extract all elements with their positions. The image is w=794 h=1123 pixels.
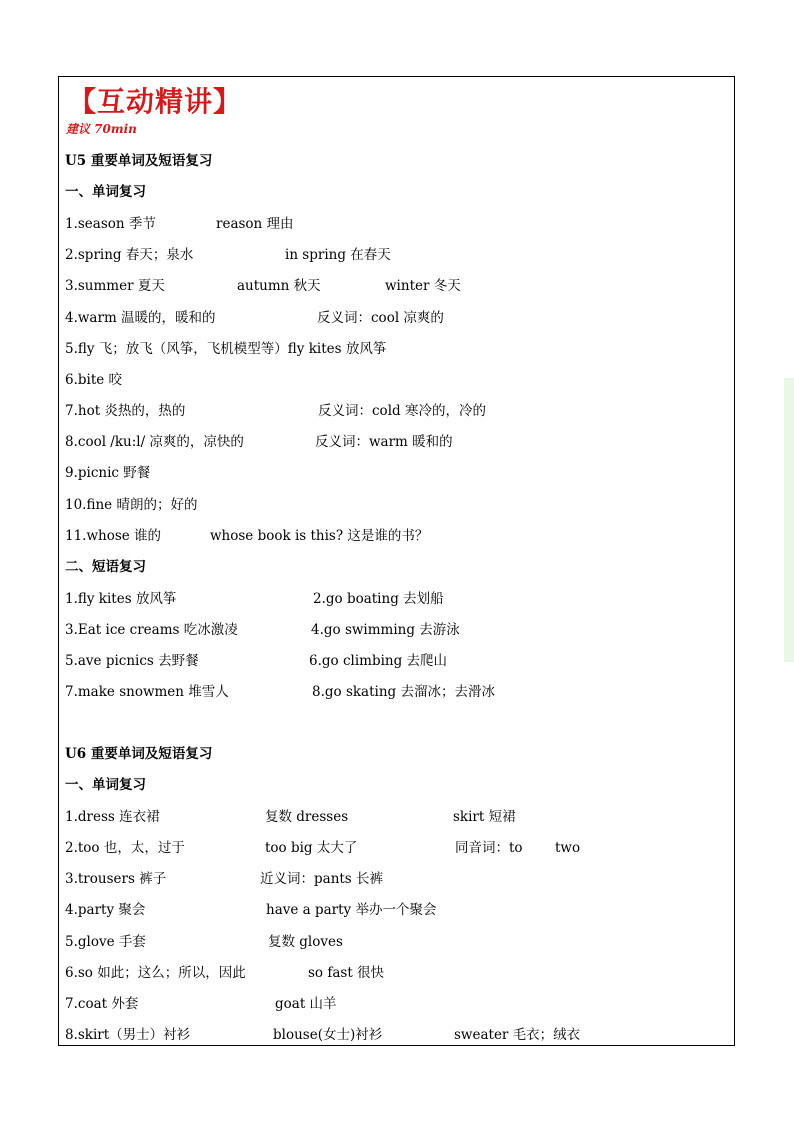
word-entry: 同音词：to [455, 840, 523, 856]
word-entry: 4.warm 温暖的，暖和的 [65, 310, 216, 326]
phrase-entry: 2.go boating 去划船 [313, 591, 444, 607]
phrase-entry: 5.ave picnics 去野餐 [65, 653, 199, 669]
word-entry: 9.picnic 野餐 [65, 465, 151, 481]
word-entry: in spring 在春天 [285, 247, 391, 263]
word-entry: reason 理由 [216, 216, 294, 232]
phrase-entry: 4.go swimming 去游泳 [311, 622, 460, 638]
word-entry: 反义词：cool 凉爽的 [317, 310, 444, 326]
word-entry: 4.party 聚会 [65, 902, 146, 918]
phrase-entry: 8.go skating 去溜冰；去滑冰 [312, 684, 495, 700]
word-entry: 2.spring 春天；泉水 [65, 247, 194, 263]
word-entry: 3.summer 夏天 [65, 278, 165, 294]
word-entry: 6.bite 咬 [65, 372, 123, 388]
word-entry: have a party 举办一个聚会 [266, 902, 437, 918]
word-entry: 近义词：pants 长裤 [260, 871, 384, 887]
word-entry: 6.so 如此；这么；所以，因此 [65, 965, 246, 981]
word-entry: 1.season 季节 [65, 216, 156, 232]
u5-heading: U5 重要单词及短语复习 [65, 153, 213, 169]
word-entry: so fast 很快 [308, 965, 385, 981]
word-entry: 反义词：cold 寒冷的，冷的 [318, 403, 486, 419]
word-entry: winter 冬天 [385, 278, 461, 294]
u5-words-heading: 一、单词复习 [65, 184, 146, 200]
word-entry: 8.cool /ku:l/ 凉爽的，凉快的 [65, 434, 244, 450]
word-entry: 11.whose 谁的 [65, 528, 162, 544]
word-entry: whose book is this? 这是谁的书？ [210, 528, 429, 544]
word-entry: skirt 短裙 [453, 809, 516, 825]
word-entry: goat 山羊 [275, 996, 337, 1012]
phrase-entry: 1.fly kites 放风筝 [65, 591, 177, 607]
u6-heading: U6 重要单词及短语复习 [65, 746, 213, 762]
word-entry: 5.glove 手套 [65, 934, 146, 950]
page-title: 【互动精讲】 [68, 85, 243, 118]
word-entry: sweater 毛衣；绒衣 [454, 1027, 581, 1043]
side-scroll-strip [784, 378, 794, 662]
word-entry: 1.dress 连衣裙 [65, 809, 160, 825]
word-entry: 3.trousers 裤子 [65, 871, 167, 887]
word-entry: 8.skirt（男士）衬衫 [65, 1027, 191, 1043]
u6-words-heading: 一、单词复习 [65, 777, 146, 793]
word-entry: 5.fly 飞；放飞（风筝，飞机模型等）fly kites 放风筝 [65, 341, 387, 357]
word-entry: two [555, 840, 581, 856]
phrase-entry: 6.go climbing 去爬山 [309, 653, 448, 669]
word-entry: too big 太大了 [265, 840, 358, 856]
word-entry: 复数 dresses [265, 809, 349, 825]
word-entry: 反义词：warm 暖和的 [315, 434, 453, 450]
word-entry: 7.coat 外套 [65, 996, 139, 1012]
word-entry: blouse(女士)衬衫 [273, 1027, 383, 1043]
u5-phrases-heading: 二、短语复习 [65, 559, 146, 575]
phrase-entry: 3.Eat ice creams 吃冰激凌 [65, 622, 238, 638]
word-entry: 复数 gloves [268, 934, 343, 950]
word-entry: autumn 秋天 [237, 278, 321, 294]
word-entry: 2.too 也，太，过于 [65, 840, 185, 856]
word-entry: 10.fine 晴朗的；好的 [65, 497, 198, 513]
phrase-entry: 7.make snowmen 堆雪人 [65, 684, 229, 700]
word-entry: 7.hot 炎热的，热的 [65, 403, 186, 419]
suggested-time: 建议 70min [66, 122, 137, 136]
